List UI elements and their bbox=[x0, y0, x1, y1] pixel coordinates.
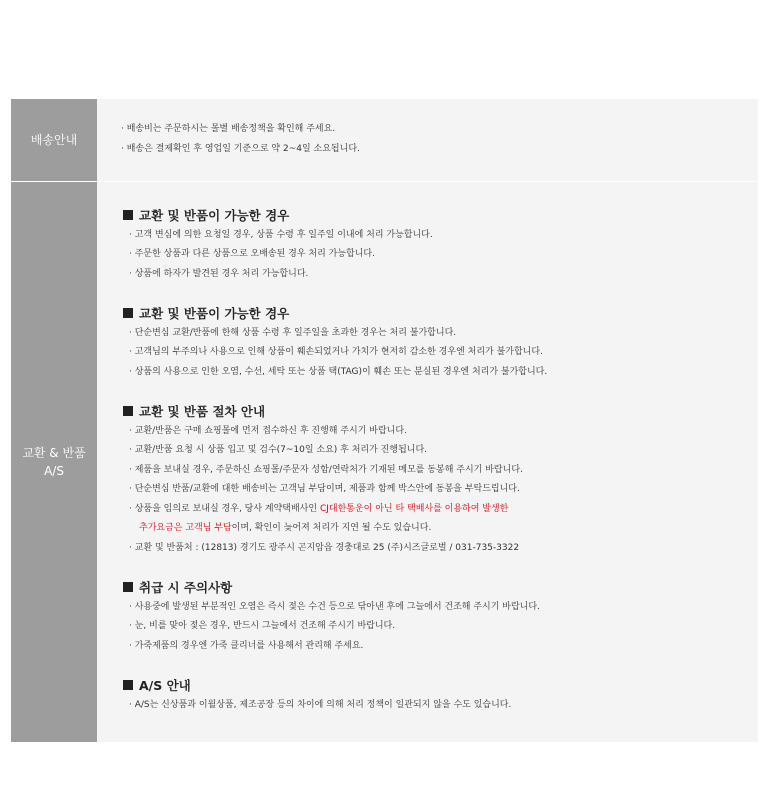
list-item: · 사용중에 발생된 부분적인 오염은 즉시 젖은 수건 등으로 닦아낸 후에 그늘에서 건조해 주시기 바랍니다. bbox=[129, 601, 540, 612]
section-exchange-possible bbox=[123, 206, 758, 284]
shipping-item: · 배송비는 주문하시는 몰별 배송정책을 확인해 주세요. bbox=[121, 124, 336, 134]
list-item: · 단순변심 반품/교환에 대한 배송비는 고객님 부담이며, 제품과 함께 박스안에 동봉을 부탁드립니다. bbox=[129, 484, 520, 494]
square-bullet-icon bbox=[123, 210, 133, 220]
list-item-warning bbox=[123, 500, 758, 520]
return-address: · 교환 및 반품처 : (12813) 경기도 광주시 곤지암읍 경충대로 25 (주)시즈글로벌 / 031-735-3322 bbox=[129, 542, 520, 553]
list-item: · 상품에 하자가 발견된 경우 처리 가능합니다. bbox=[129, 268, 309, 279]
section-title bbox=[123, 402, 758, 422]
section-title bbox=[123, 304, 758, 324]
list-item-warning-cont bbox=[123, 519, 758, 539]
warning-highlight: CJ대한통운이 아닌 타 택배사를 이용하여 발생한 bbox=[319, 503, 509, 514]
list-item: · 교환/반품 요청 시 상품 입고 및 검수(7~10일 소요) 후 처리가 진행됩니다. bbox=[129, 445, 428, 455]
section-title bbox=[123, 578, 758, 598]
list-item: · 주문한 상품과 다른 상품으로 오배송된 경우 처리 가능합니다. bbox=[129, 249, 375, 259]
list-item: · 가죽제품의 경우엔 가죽 클리너를 사용해서 관리해 주세요. bbox=[129, 640, 364, 651]
shipping-label-text: 배송안내 bbox=[30, 133, 78, 147]
shipping-row bbox=[11, 99, 758, 181]
square-bullet-icon bbox=[123, 406, 133, 416]
square-bullet-icon bbox=[123, 680, 133, 690]
section-title-text: 취급 시 주의사항 bbox=[139, 580, 233, 595]
section-exchange-procedure bbox=[123, 402, 758, 558]
list-item: · 고객님의 부주의나 사용으로 인해 상품이 훼손되었거나 가치가 현저히 감소한 경우엔 처리가 불가합니다. bbox=[129, 347, 543, 357]
list-item: · 고객 변심에 의한 요청일 경우, 상품 수령 후 일주일 이내에 처리 가능합니다. bbox=[129, 229, 433, 240]
section-care bbox=[123, 578, 758, 656]
shipping-label bbox=[11, 99, 97, 181]
exchange-content bbox=[97, 182, 758, 742]
list-item: · 교환/반품은 구매 쇼핑몰에 먼저 접수하신 후 진행해 주시기 바랍니다. bbox=[129, 425, 407, 436]
section-title-text: 교환 및 반품이 가능한 경우 bbox=[139, 306, 290, 321]
shipping-content bbox=[97, 99, 758, 181]
exchange-label bbox=[11, 182, 97, 742]
warning-text: · 상품을 임의로 보내실 경우, 당사 계약택배사인 bbox=[129, 503, 320, 514]
list-item: · 단순변심 교환/반품에 한해 상품 수령 후 일주일을 초과한 경우는 처리 불가합니다. bbox=[129, 327, 457, 338]
section-title-text: 교환 및 반품이 가능한 경우 bbox=[139, 208, 290, 223]
exchange-label-line1: 교환 & 반품 bbox=[22, 446, 86, 460]
section-as bbox=[123, 676, 758, 715]
list-item: · 상품의 사용으로 인한 오염, 수선, 세탁 또는 상품 택(TAG)이 훼손 또는 분실된 경우엔 처리가 불가합니다. bbox=[129, 366, 548, 377]
exchange-label-line2: A/S bbox=[44, 464, 64, 478]
list-item: · 제품을 보내실 경우, 주문하신 쇼핑몰/주문자 성함/연락처가 기재된 메모를 동봉해 주시기 바랍니다. bbox=[129, 464, 523, 475]
warning-highlight: 추가요금은 고객님 부담 bbox=[139, 523, 232, 533]
section-exchange-impossible bbox=[123, 304, 758, 382]
square-bullet-icon bbox=[123, 308, 133, 318]
warning-text: 이며, 확인이 늦어져 처리가 지연 될 수도 있습니다. bbox=[231, 523, 432, 533]
list-item: · 눈, 비를 맞아 젖은 경우, 반드시 그늘에서 건조해 주시기 바랍니다. bbox=[129, 621, 396, 631]
section-title bbox=[123, 206, 758, 226]
section-title bbox=[123, 676, 758, 696]
section-title-text: 교환 및 반품 절차 안내 bbox=[139, 404, 266, 419]
info-table bbox=[11, 99, 758, 742]
exchange-row bbox=[11, 181, 758, 742]
square-bullet-icon bbox=[123, 582, 133, 592]
list-item: · A/S는 신상품과 이월상품, 제조공장 등의 차이에 의해 처리 정책이 일관되지 않을 수도 있습니다. bbox=[129, 699, 512, 710]
section-title-text: A/S 안내 bbox=[139, 678, 191, 693]
shipping-item: · 배송은 결제확인 후 영업일 기준으로 약 2~4일 소요됩니다. bbox=[121, 143, 360, 154]
